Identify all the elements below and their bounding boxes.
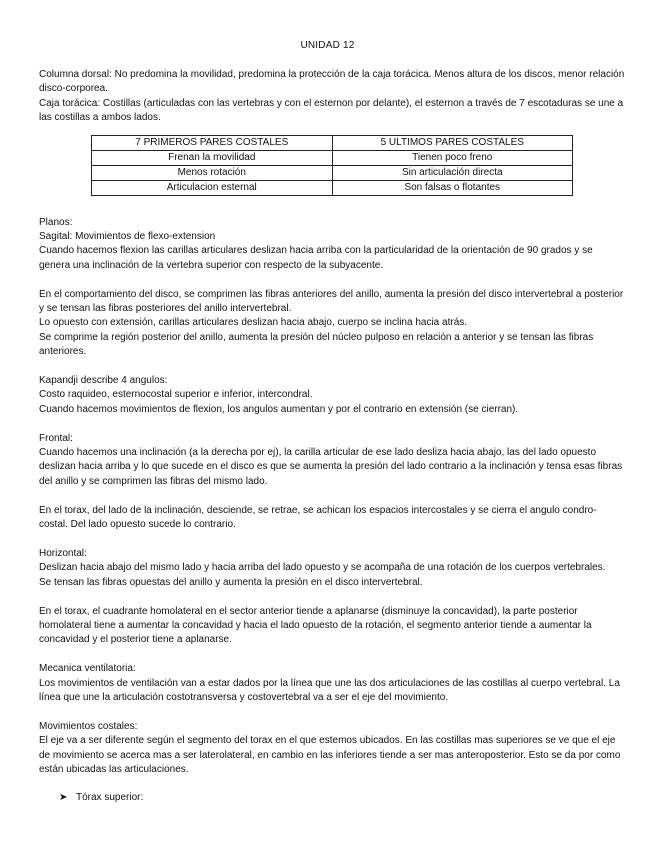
document-body [39,68,625,806]
table-cell: Articulacion esternal [92,180,333,195]
arrow-bullet-icon: ➤ [59,792,68,804]
table-row [92,180,573,195]
paragraph-ventilacion: Los movimientos de ventilación van a estar dados por la línea que une las dos articulaciones de las costillas al cuerpo vertebral. La línea que une la articulación costotransversa y costovertebral va a ser el eje del movimiento. [39,677,620,703]
pares-costales-table [91,135,573,196]
table-cell: Sin articulación directa [332,165,573,180]
table-cell: Frenan la movilidad [92,150,333,165]
heading-planos: Planos: [39,216,73,228]
paragraph-inclinacion: Cuando hacemos una inclinación (a la derecha por ej), la carilla articular de ese lado desliza hacia abajo, las del lado opuesto deslizan hacia arriba y lo que sucede en el disco es que se aumenta la presión del lado contrario a la inclinación y tensa esas fibras del anillo y se comprimen las fibras del mismo lado. [39,447,623,487]
paragraph-fibras-opuestas: Se tensan las fibras opuestas del anillo y aumenta la presión en el disco intervertebral. [39,576,423,588]
bullet-torax-superior [39,791,625,805]
table-cell: Menos rotación [92,165,333,180]
paragraph-caja-toracica: Caja torácica: Costillas (articuladas con las vertebras y con el esternon por delante), el esternon a través de 7 escotaduras se une a las costillas a ambos lados. [39,97,624,124]
table-cell: Son falsas o flotantes [332,180,573,195]
table-row [92,150,573,165]
paragraph-flexion-angulos: Cuando hacemos movimientos de flexion, los angulos aumentan y por el contrario en extensión (se cierran). [39,403,519,415]
paragraph-compresion: Se comprime la región posterior del anillo, aumenta la presión del núcleo pulposo en relación a anterior y se tensan las fibras anteriores. [39,331,594,358]
page-title: UNIDAD 12 [300,40,355,51]
heading-horizontal: Horizontal: [39,547,87,559]
bullet-text: Tórax superior: [76,792,144,804]
heading-kapandji: Kapandji describe 4 angulos: [39,375,168,387]
paragraph-flexion: Cuando hacemos flexion las carillas articulares deslizan hacia arriba con la particularidad de la orientación de 90 grados y se genera una inclinación de la vertebra superior con respecto de la subyacente. [39,245,593,271]
heading-movimientos-costales: Movimientos costales: [39,720,138,732]
paragraph-torax-inclinacion: En el torax, del lado de la inclinación, desciende, se retrae, se achican los espacios intercostales y se cierra el angulo condro-costal. Del lado opuesto sucede lo contrario. [39,504,597,531]
table-row [92,165,573,180]
paragraph-disco: En el comportamiento del disco, se comprimen las fibras anteriores del anillo, aumenta la presión del disco intervertebral a posterior y se tensan las fibras posteriores del anillo intervertebral. [39,288,624,315]
paragraph-torax-rotacion: En el torax, el cuadrante homolateral en el sector anterior tiende a aplanarse (disminuye la concavidad), la parte posterior homolateral tiene a aumentar la concavidad y hacia el lado opuesto de la rotación, el segmento anterior tiende a aumentar la concavidad y el posterior tiene a aplanarse. [39,605,592,646]
paragraph-angulos: Costo raquideo, esternocostal superior e inferior, intercondral. [39,389,313,401]
paragraph-eje: El eje va a ser diferente según el segmento del torax en el que estemos ubicados. En las costillas mas superiores se ve que el eje de movimiento se acerca mas a ser laterolateral, en cambio en las inferiores tiende a ser mas anteroposterior. Esto se da por como están ubicadas las articulaciones. [39,735,621,775]
paragraph-columna-dorsal: Columna dorsal: No predomina la movilidad, predomina la protección de la caja torácica. Menos altura de los discos, menor relación disco-corporea. [39,69,625,95]
paragraph-rotacion: Deslizan hacia abajo del mismo lado y hacia arriba del lado opuesto y se acompaña de una rotación de los cuerpos vertebrales. [39,562,606,574]
table-header-cell: 7 PRIMEROS PARES COSTALES [92,135,333,150]
heading-mecanica-ventilatoria: Mecanica ventilatoria: [39,663,136,675]
heading-sagital: Sagital: Movimientos de flexo-extension [39,231,216,243]
table-header-cell: 5 ULTIMOS PARES COSTALES [332,135,573,150]
table-cell: Tienen poco freno [332,150,573,165]
heading-frontal: Frontal: [39,432,73,444]
paragraph-extension: Lo opuesto con extensión, carillas articulares deslizan hacia abajo, cuerpo se inclina hacia atrás. [39,317,468,329]
table-header-row [92,135,573,150]
